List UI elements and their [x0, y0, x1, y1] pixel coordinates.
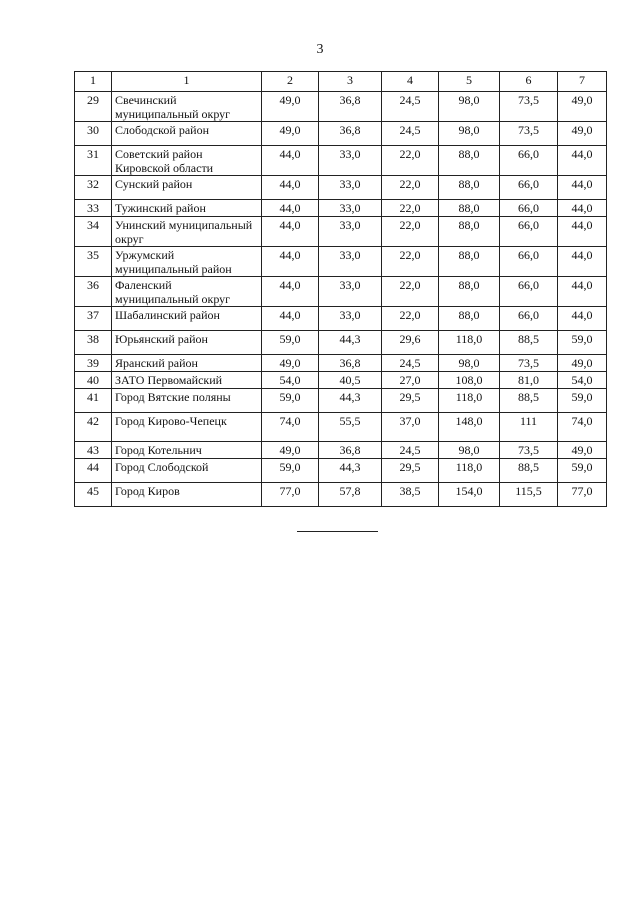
value-cell: 44,0	[262, 217, 319, 247]
value-cell: 36,8	[319, 355, 382, 372]
value-cell: 44,0	[558, 277, 607, 307]
row-number: 37	[75, 307, 112, 331]
value-cell: 98,0	[439, 92, 500, 122]
value-cell: 98,0	[439, 442, 500, 459]
row-number: 29	[75, 92, 112, 122]
municipality-name: Город Киров	[112, 483, 262, 507]
municipality-name: Город Вятские поляны	[112, 389, 262, 413]
column-header: 1	[75, 72, 112, 92]
value-cell: 49,0	[262, 355, 319, 372]
value-cell: 29,5	[382, 389, 439, 413]
value-cell: 49,0	[262, 122, 319, 146]
value-cell: 33,0	[319, 307, 382, 331]
value-cell: 37,0	[382, 413, 439, 442]
value-cell: 118,0	[439, 389, 500, 413]
table-row	[75, 247, 607, 277]
table-row	[75, 442, 607, 459]
row-number: 34	[75, 217, 112, 247]
value-cell: 44,0	[262, 307, 319, 331]
row-number: 45	[75, 483, 112, 507]
value-cell: 44,0	[558, 200, 607, 217]
value-cell: 38,5	[382, 483, 439, 507]
value-cell: 88,5	[500, 331, 558, 355]
value-cell: 108,0	[439, 372, 500, 389]
value-cell: 24,5	[382, 442, 439, 459]
value-cell: 44,0	[558, 217, 607, 247]
value-cell: 88,0	[439, 200, 500, 217]
value-cell: 44,0	[558, 176, 607, 200]
value-cell: 66,0	[500, 146, 558, 176]
row-number: 43	[75, 442, 112, 459]
value-cell: 88,0	[439, 247, 500, 277]
value-cell: 118,0	[439, 459, 500, 483]
value-cell: 49,0	[262, 442, 319, 459]
value-cell: 33,0	[319, 176, 382, 200]
value-cell: 66,0	[500, 307, 558, 331]
value-cell: 77,0	[558, 483, 607, 507]
column-header: 4	[382, 72, 439, 92]
table-row	[75, 146, 607, 176]
value-cell: 74,0	[558, 413, 607, 442]
value-cell: 98,0	[439, 355, 500, 372]
value-cell: 44,0	[262, 200, 319, 217]
column-header: 7	[558, 72, 607, 92]
table-row	[75, 277, 607, 307]
row-number: 39	[75, 355, 112, 372]
table-row	[75, 483, 607, 507]
value-cell: 36,8	[319, 92, 382, 122]
value-cell: 115,5	[500, 483, 558, 507]
row-number: 40	[75, 372, 112, 389]
column-header: 6	[500, 72, 558, 92]
value-cell: 33,0	[319, 277, 382, 307]
value-cell: 66,0	[500, 277, 558, 307]
value-cell: 44,0	[558, 247, 607, 277]
municipality-name: Город Кирово-Чепецк	[112, 413, 262, 442]
value-cell: 73,5	[500, 355, 558, 372]
value-cell: 59,0	[262, 389, 319, 413]
table-row	[75, 372, 607, 389]
municipality-name: Тужинский район	[112, 200, 262, 217]
table-row	[75, 200, 607, 217]
value-cell: 55,5	[319, 413, 382, 442]
row-number: 32	[75, 176, 112, 200]
value-cell: 73,5	[500, 122, 558, 146]
municipality-name: Советский район Кировской области	[112, 146, 262, 176]
value-cell: 88,0	[439, 176, 500, 200]
value-cell: 54,0	[558, 372, 607, 389]
value-cell: 59,0	[558, 389, 607, 413]
value-cell: 59,0	[558, 331, 607, 355]
municipality-name: Город Котельнич	[112, 442, 262, 459]
value-cell: 36,8	[319, 122, 382, 146]
value-cell: 59,0	[262, 331, 319, 355]
municipality-name: Фаленский муниципальный округ	[112, 277, 262, 307]
table-row	[75, 413, 607, 442]
value-cell: 66,0	[500, 176, 558, 200]
value-cell: 54,0	[262, 372, 319, 389]
table-row	[75, 459, 607, 483]
table-row	[75, 217, 607, 247]
value-cell: 36,8	[319, 442, 382, 459]
value-cell: 49,0	[558, 92, 607, 122]
value-cell: 22,0	[382, 200, 439, 217]
value-cell: 49,0	[262, 92, 319, 122]
table-body	[75, 92, 607, 507]
value-cell: 88,0	[439, 217, 500, 247]
value-cell: 44,3	[319, 389, 382, 413]
value-cell: 88,0	[439, 146, 500, 176]
value-cell: 44,3	[319, 459, 382, 483]
value-cell: 40,5	[319, 372, 382, 389]
allocation-table	[74, 71, 607, 507]
row-number: 30	[75, 122, 112, 146]
value-cell: 88,5	[500, 389, 558, 413]
page-number: 3	[316, 42, 324, 57]
value-cell: 22,0	[382, 217, 439, 247]
value-cell: 59,0	[262, 459, 319, 483]
value-cell: 22,0	[382, 277, 439, 307]
table-row	[75, 307, 607, 331]
value-cell: 49,0	[558, 442, 607, 459]
value-cell: 29,5	[382, 459, 439, 483]
table-row	[75, 122, 607, 146]
value-cell: 44,0	[262, 247, 319, 277]
row-number: 38	[75, 331, 112, 355]
municipality-name: Слободской район	[112, 122, 262, 146]
value-cell: 24,5	[382, 355, 439, 372]
value-cell: 73,5	[500, 442, 558, 459]
municipality-name: Город Слободской	[112, 459, 262, 483]
table-row	[75, 176, 607, 200]
municipality-name: ЗАТО Первомайский	[112, 372, 262, 389]
value-cell: 148,0	[439, 413, 500, 442]
municipality-name: Юрьянский район	[112, 331, 262, 355]
value-cell: 22,0	[382, 146, 439, 176]
value-cell: 111	[500, 413, 558, 442]
municipality-name: Свечинский муниципальный округ	[112, 92, 262, 122]
value-cell: 44,0	[262, 277, 319, 307]
municipality-name: Уржумский муниципальный район	[112, 247, 262, 277]
value-cell: 73,5	[500, 92, 558, 122]
table-header	[75, 72, 607, 92]
value-cell: 66,0	[500, 247, 558, 277]
value-cell: 27,0	[382, 372, 439, 389]
value-cell: 81,0	[500, 372, 558, 389]
value-cell: 154,0	[439, 483, 500, 507]
table-header-row	[75, 72, 607, 92]
value-cell: 22,0	[382, 307, 439, 331]
value-cell: 22,0	[382, 176, 439, 200]
value-cell: 49,0	[558, 122, 607, 146]
value-cell: 88,5	[500, 459, 558, 483]
value-cell: 118,0	[439, 331, 500, 355]
row-number: 41	[75, 389, 112, 413]
value-cell: 44,0	[262, 176, 319, 200]
column-header: 3	[319, 72, 382, 92]
value-cell: 44,0	[558, 146, 607, 176]
value-cell: 33,0	[319, 247, 382, 277]
municipality-name: Яранский район	[112, 355, 262, 372]
row-number: 42	[75, 413, 112, 442]
value-cell: 44,0	[558, 307, 607, 331]
value-cell: 49,0	[558, 355, 607, 372]
table-row	[75, 92, 607, 122]
municipality-name: Унинский муниципальный округ	[112, 217, 262, 247]
value-cell: 33,0	[319, 200, 382, 217]
table-row	[75, 355, 607, 372]
value-cell: 59,0	[558, 459, 607, 483]
row-number: 35	[75, 247, 112, 277]
municipality-name: Шабалинский район	[112, 307, 262, 331]
value-cell: 66,0	[500, 217, 558, 247]
value-cell: 88,0	[439, 277, 500, 307]
row-number: 31	[75, 146, 112, 176]
value-cell: 66,0	[500, 200, 558, 217]
row-number: 36	[75, 277, 112, 307]
table-row	[75, 331, 607, 355]
value-cell: 22,0	[382, 247, 439, 277]
column-header: 5	[439, 72, 500, 92]
value-cell: 44,3	[319, 331, 382, 355]
row-number: 33	[75, 200, 112, 217]
value-cell: 88,0	[439, 307, 500, 331]
value-cell: 77,0	[262, 483, 319, 507]
row-number: 44	[75, 459, 112, 483]
table-row	[75, 389, 607, 413]
value-cell: 74,0	[262, 413, 319, 442]
value-cell: 57,8	[319, 483, 382, 507]
value-cell: 24,5	[382, 122, 439, 146]
column-header: 2	[262, 72, 319, 92]
value-cell: 44,0	[262, 146, 319, 176]
column-header: 1	[112, 72, 262, 92]
value-cell: 24,5	[382, 92, 439, 122]
value-cell: 33,0	[319, 217, 382, 247]
municipality-name: Сунский район	[112, 176, 262, 200]
value-cell: 98,0	[439, 122, 500, 146]
end-of-table-rule	[297, 531, 378, 532]
value-cell: 29,6	[382, 331, 439, 355]
value-cell: 33,0	[319, 146, 382, 176]
